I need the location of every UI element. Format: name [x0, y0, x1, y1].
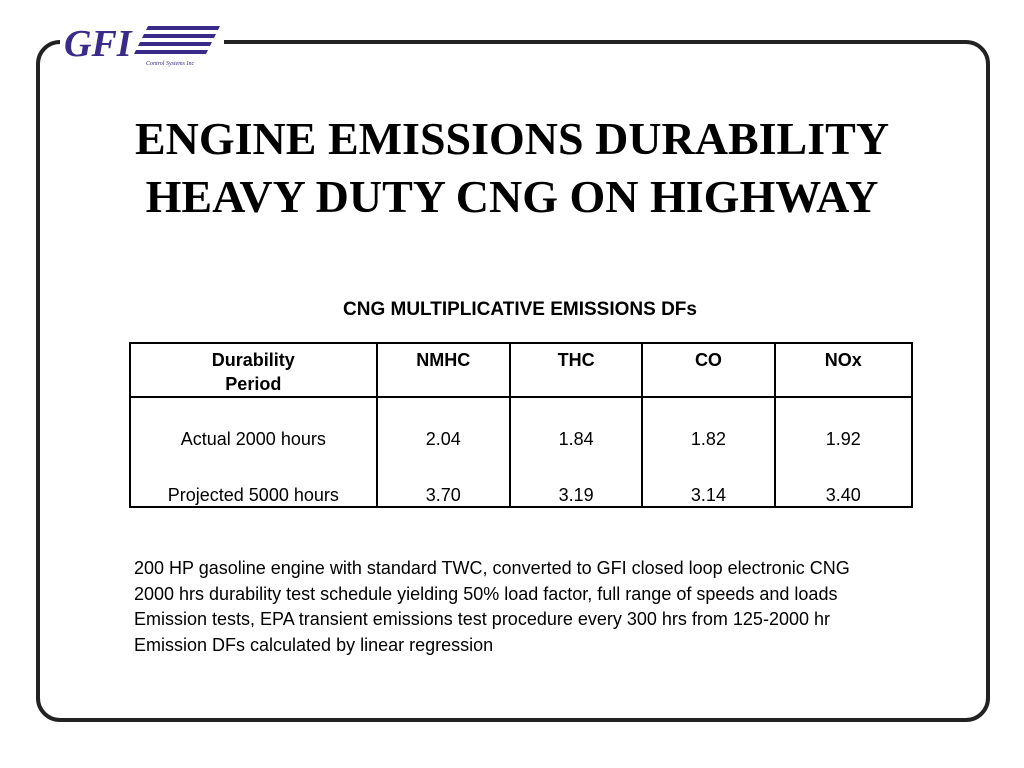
- header-durability-period: [130, 343, 377, 397]
- gfi-logo-text: GFI: [64, 23, 132, 65]
- cell-nmhc: 3.70: [377, 456, 510, 507]
- table-caption: CNG MULTIPLICATIVE EMISSIONS DFs: [343, 299, 697, 320]
- cell-nmhc: 2.04: [377, 397, 510, 456]
- title-line-2: HEAVY DUTY CNG ON HIGHWAY: [145, 171, 879, 222]
- gfi-logo-subtext: Control Systems Inc: [146, 61, 195, 67]
- header-period-line-2: Period: [225, 374, 282, 394]
- cell-period: Projected 5000 hours: [130, 456, 377, 507]
- note-item: Emission tests, EPA transient emissions test procedure every 300 hrs from 125-2000 hr: [134, 609, 830, 629]
- gfi-logo: [60, 18, 224, 70]
- table-header-row: [130, 343, 912, 397]
- cell-co: 3.14: [642, 456, 774, 507]
- cell-nox: 3.40: [775, 456, 912, 507]
- header-thc: THC: [510, 343, 642, 397]
- table-row: [130, 397, 912, 456]
- gfi-logo-graphic: [60, 18, 224, 70]
- cell-co: 1.82: [642, 397, 774, 456]
- note-item: Emission DFs calculated by linear regression: [134, 634, 494, 655]
- notes-list: [134, 556, 850, 658]
- emissions-df-table: [129, 342, 913, 508]
- title-line-1: ENGINE EMISSIONS DURABILITY: [134, 113, 890, 164]
- header-nmhc: NMHC: [377, 343, 510, 397]
- header-co: CO: [642, 343, 774, 397]
- note-item: 200 HP gasoline engine with standard TWC, converted to GFI closed loop electronic CNG: [134, 558, 850, 578]
- cell-thc: 3.19: [510, 456, 642, 507]
- slide-title: [0, 110, 1024, 226]
- cell-period: Actual 2000 hours: [130, 397, 377, 456]
- table-row: [130, 456, 912, 507]
- cell-nox: 1.92: [775, 397, 912, 456]
- header-period-line-1: Durability: [211, 350, 295, 370]
- cell-thc: 1.84: [510, 397, 642, 456]
- header-nox: NOx: [775, 343, 912, 397]
- note-item: 2000 hrs durability test schedule yielding 50% load factor, full range of speeds and loads: [134, 583, 838, 604]
